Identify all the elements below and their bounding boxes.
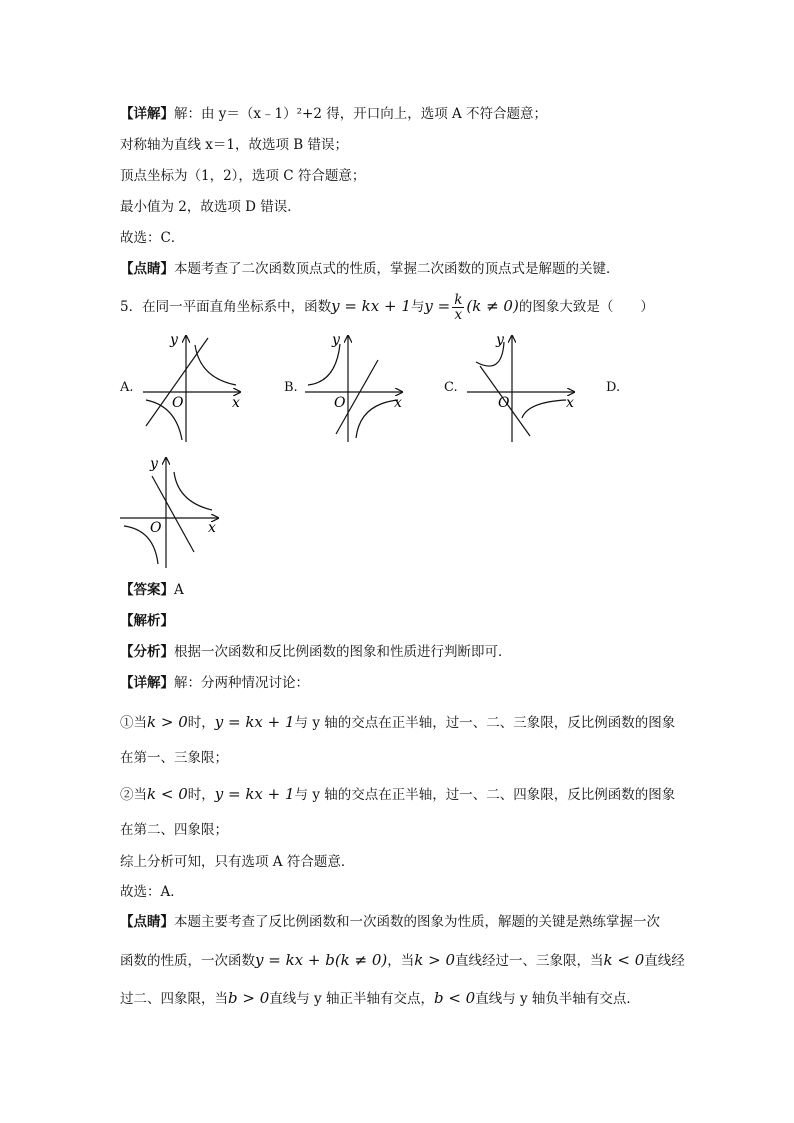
x-axis-label: x: [232, 395, 240, 411]
linear-function: y = kx + 1: [331, 297, 411, 315]
explanation-line-1: 【详解】解：由 y＝（x﹣1）²+2 得，开口向上，选项 A 不符合题意；: [120, 106, 548, 122]
tag-detail: 【详解】: [120, 106, 174, 122]
option-d-label: D.: [606, 380, 621, 395]
tag-comment: 【点睛】: [120, 261, 174, 277]
hyperbola-branch-q1: [174, 472, 212, 510]
hyperbola-branch-q4: [356, 400, 398, 438]
y-axis-label: y: [332, 332, 340, 348]
dianjing-line-1: 【点睛】本题主要考查了反比例函数和一次函数的图象为性质，解题的关键是熟练掌握一次: [120, 914, 660, 930]
graph-option-a: [138, 330, 248, 445]
explanation-line-3: 顶点坐标为（1，2），选项 C 符合题意；: [120, 168, 366, 184]
dianjing-line-3: 过二、四象限，当b > 0直线与 y 轴正半轴有交点，b < 0直线与 y 轴负半轴有交点．: [120, 989, 640, 1007]
tag-dianjing: 【点睛】: [120, 914, 174, 930]
xiangjie-line: 【详解】解：分两种情况讨论：: [120, 675, 309, 691]
fraction-k-over-x: $\frac{k}{x}$: [454, 292, 463, 323]
tag-fenxi: 【分析】: [120, 644, 174, 660]
case-2-continued: 在第二、四象限；: [120, 822, 228, 838]
hyperbola-branch-q2: [308, 344, 340, 385]
tag-xiangjie: 【详解】: [120, 675, 174, 691]
y-axis-label: y: [150, 456, 158, 472]
origin-label: O: [150, 520, 162, 536]
graph-option-d: [118, 452, 228, 570]
x-axis-label: x: [394, 395, 402, 411]
tag-analysis: 【解析】: [120, 613, 174, 629]
origin-label: O: [172, 395, 184, 411]
graph-option-b: [300, 330, 410, 445]
line-graph: [152, 476, 194, 552]
origin-label: O: [334, 395, 346, 411]
summary-line: 综上分析可知，只有选项 A 符合题意．: [120, 854, 355, 870]
origin-label: O: [498, 395, 510, 411]
explanation-line-4: 最小值为 2，故选项 D 错误．: [120, 199, 301, 215]
y-axis-label: y: [170, 332, 178, 348]
explanation-line-2: 对称轴为直线 x＝1，故选项 B 错误；: [120, 137, 348, 153]
fenxi-line: 【分析】根据一次函数和反比例函数的图象和性质进行判断即可．: [120, 644, 512, 660]
option-b-label: B.: [284, 380, 298, 395]
y-axis-label: y: [496, 332, 504, 348]
line-graph: [146, 338, 208, 426]
answer-line: 【答案】A: [120, 582, 184, 598]
question-5: 5．在同一平面直角坐标系中，函数y = kx + 1与y = $\frac{k}{x}$ (k ≠ 0)的图象大致是（ ）: [120, 292, 654, 323]
graph-option-c: [462, 330, 582, 445]
option-a-label: A.: [120, 380, 134, 395]
x-axis-label: x: [566, 395, 574, 411]
option-c-label: C.: [444, 380, 458, 395]
case-1-continued: 在第一、三象限；: [120, 750, 228, 766]
explanation-line-5: 故选：C．: [120, 230, 185, 246]
hyperbola-branch-q4: [522, 400, 566, 418]
case-2-line: ②当k < 0时，y = kx + 1与 y 轴的交点在正半轴，过一、二、四象限，反比例函数的图象: [120, 785, 676, 803]
x-axis-label: x: [208, 520, 216, 536]
hyperbola-branch-q1: [195, 345, 236, 385]
case-1-line: ①当k > 0时，y = kx + 1与 y 轴的交点在正半轴，过一、二、三象限，反比例函数的图象: [120, 713, 676, 731]
choose-line: 故选：A．: [120, 884, 184, 900]
comment-line: 【点睛】本题考查了二次函数顶点式的性质，掌握二次函数的顶点式是解题的关键．: [120, 261, 620, 277]
dianjing-line-2: 函数的性质，一次函数y = kx + b(k ≠ 0)，当k > 0直线经过一、三象限，当k < 0直线经: [120, 951, 685, 969]
tag-answer: 【答案】: [120, 582, 174, 598]
